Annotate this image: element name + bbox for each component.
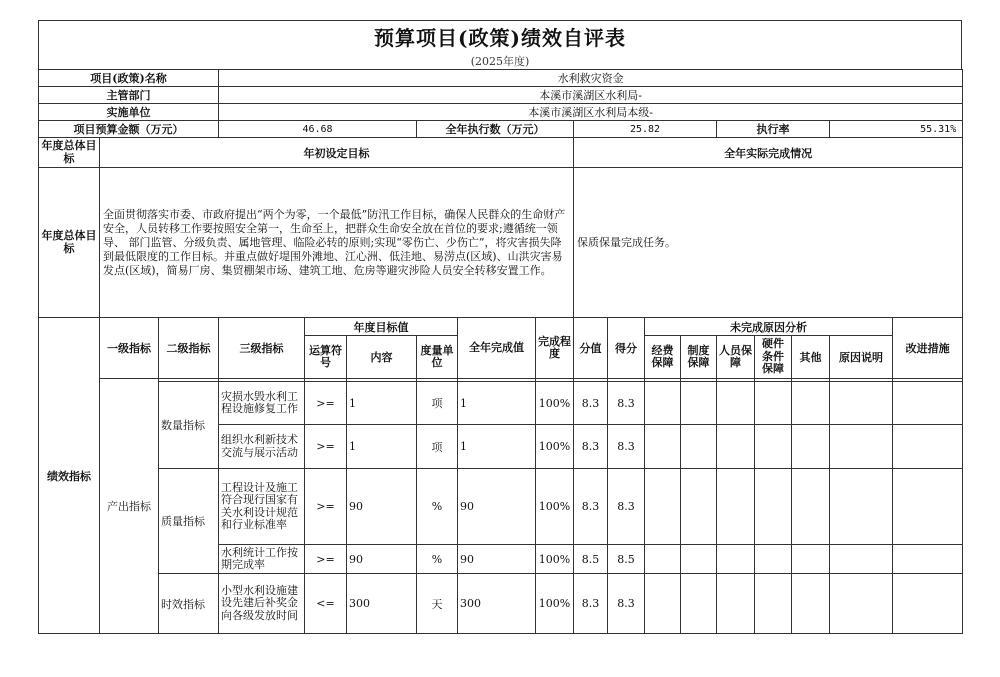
indicator-annual: 1 [458, 425, 536, 469]
indicator-content: 300 [347, 574, 417, 634]
goal-header-label: 年度总体目标 [39, 138, 100, 168]
reason-fund-cell [645, 382, 681, 425]
indicator-content: 1 [347, 382, 417, 425]
indicator-score: 8.3 [574, 382, 608, 425]
reason-staff-cell [717, 425, 755, 469]
actual-completion-header: 全年实际完成情况 [574, 138, 963, 168]
indicator-got: 8.3 [608, 382, 645, 425]
rate-label: 执行率 [717, 121, 830, 138]
rate-value: 55.31% [830, 121, 963, 138]
reason-fund-cell [645, 574, 681, 634]
indicator-row [39, 574, 963, 634]
improve-cell [893, 574, 963, 634]
goal-row-label: 年度总体目标 [39, 168, 100, 318]
header-reason-note: 原因说明 [830, 336, 893, 379]
impl-value: 本溪市溪湖区水利局本级- [219, 104, 963, 121]
indicator-name: 组织水利新技术交流与展示活动 [219, 425, 305, 469]
indicator-completion: 100% [536, 469, 574, 545]
exec-value: 25.82 [574, 121, 717, 138]
improve-cell [893, 469, 963, 545]
header-system: 制度保障 [681, 336, 717, 379]
initial-goal-text: 全面贯彻落实市委、市政府提出“两个为零，一个最低”防汛工作目标，确保人民群众的生命财产安全，人员转移工作要按照安全第一，生命至上，把群众生命安全放在首位的要求;遵循统一领导、 部门监管、分级负责、属地管理、临险必转的原则;实现“零伤亡、少伤亡”，将灾害损失降到最低限度的工作目标。并重点做好堤围外滩地、江心洲、低洼地、易涝点(区域)、山洪灾害易发点(区域)，简易厂房、集贸棚架市场、建筑工地、危房等避灾涉险人员安全转移安置工作。 [100, 168, 574, 318]
indicator-operator: <= [305, 574, 347, 634]
improve-cell [893, 425, 963, 469]
reason-staff-cell [717, 469, 755, 545]
actual-completion-text: 保质保量完成任务。 [574, 168, 963, 318]
impl-label: 实施单位 [39, 104, 219, 121]
reason-staff-cell [717, 574, 755, 634]
reason-note-cell [830, 545, 893, 574]
indicator-annual: 300 [458, 574, 536, 634]
header-operator: 运算符号 [305, 336, 347, 379]
indicator-unit: % [417, 545, 458, 574]
reason-hardware-cell [755, 574, 792, 634]
perf-section-label: 绩效指标 [39, 318, 100, 634]
header-got: 得分 [608, 318, 645, 379]
reason-hardware-cell [755, 469, 792, 545]
indicator-unit: % [417, 469, 458, 545]
header-hardware: 硬件条件保障 [755, 336, 792, 379]
header-fund: 经费保障 [645, 336, 681, 379]
header-other: 其他 [792, 336, 830, 379]
indicator-completion: 100% [536, 574, 574, 634]
reason-system-cell [681, 425, 717, 469]
header-target-group: 年度目标值 [305, 318, 458, 336]
indicator-name: 工程设计及施工符合现行国家有关水利设计规范和行业标准率 [219, 469, 305, 545]
indicator-score: 8.3 [574, 425, 608, 469]
indicator-unit: 项 [417, 382, 458, 425]
indicator-content: 90 [347, 545, 417, 574]
indicator-row [39, 382, 963, 425]
indicator-operator: >= [305, 425, 347, 469]
budget-label: 项目预算金额（万元） [39, 121, 219, 138]
reason-fund-cell [645, 545, 681, 574]
indicator-got: 8.3 [608, 469, 645, 545]
indicator-unit: 项 [417, 425, 458, 469]
indicator-row [39, 469, 963, 545]
level2-timeliness: 时效指标 [159, 574, 219, 634]
reason-system-cell [681, 469, 717, 545]
header-level3: 三级指标 [219, 318, 305, 379]
improve-cell [893, 382, 963, 425]
reason-system-cell [681, 545, 717, 574]
reason-hardware-cell [755, 425, 792, 469]
indicator-operator: >= [305, 382, 347, 425]
reason-staff-cell [717, 545, 755, 574]
header-improve: 改进措施 [893, 318, 963, 379]
indicator-content: 1 [347, 425, 417, 469]
header-unit: 度量单位 [417, 336, 458, 379]
reason-other-cell [792, 469, 830, 545]
indicator-annual: 1 [458, 382, 536, 425]
header-annual: 全年完成值 [458, 318, 536, 379]
project-name-label: 项目(政策)名称 [39, 70, 219, 87]
indicator-score: 8.3 [574, 469, 608, 545]
budget-value: 46.68 [219, 121, 417, 138]
reason-other-cell [792, 545, 830, 574]
reason-fund-cell [645, 469, 681, 545]
reason-other-cell [792, 425, 830, 469]
self-evaluation-sheet [38, 20, 962, 634]
header-score: 分值 [574, 318, 608, 379]
reason-system-cell [681, 574, 717, 634]
indicator-got: 8.5 [608, 545, 645, 574]
indicator-got: 8.3 [608, 425, 645, 469]
reason-note-cell [830, 469, 893, 545]
evaluation-table [38, 69, 963, 634]
indicator-completion: 100% [536, 425, 574, 469]
indicator-content: 90 [347, 469, 417, 545]
indicator-name: 小型水利设施建设先建后补奖金向各级发放时间 [219, 574, 305, 634]
reason-fund-cell [645, 425, 681, 469]
exec-label: 全年执行数（万元） [417, 121, 574, 138]
level2-quality: 质量指标 [159, 469, 219, 574]
header-reason-group: 未完成原因分析 [645, 318, 893, 336]
reason-hardware-cell [755, 545, 792, 574]
header-content: 内容 [347, 336, 417, 379]
header-completion: 完成程度 [536, 318, 574, 379]
level1-output-label: 产出指标 [100, 379, 159, 634]
indicator-operator: >= [305, 469, 347, 545]
level2-quantity: 数量指标 [159, 382, 219, 469]
indicator-operator: >= [305, 545, 347, 574]
indicator-annual: 90 [458, 545, 536, 574]
reason-note-cell [830, 425, 893, 469]
improve-cell [893, 545, 963, 574]
indicator-completion: 100% [536, 382, 574, 425]
reason-system-cell [681, 382, 717, 425]
indicator-name: 灾损水毁水利工程设施修复工作 [219, 382, 305, 425]
indicator-unit: 天 [417, 574, 458, 634]
indicator-name: 水利统计工作按期完成率 [219, 545, 305, 574]
header-staff: 人员保障 [717, 336, 755, 379]
reason-other-cell [792, 574, 830, 634]
indicator-score: 8.5 [574, 545, 608, 574]
project-name-value: 水利救灾资金 [219, 70, 963, 87]
indicator-annual: 90 [458, 469, 536, 545]
indicator-score: 8.3 [574, 574, 608, 634]
reason-other-cell [792, 382, 830, 425]
dept-value: 本溪市溪湖区水利局- [219, 87, 963, 104]
year-label: (2025年度) [38, 55, 962, 69]
header-level1: 一级指标 [100, 318, 159, 379]
reason-hardware-cell [755, 382, 792, 425]
indicator-completion: 100% [536, 545, 574, 574]
indicator-got: 8.3 [608, 574, 645, 634]
reason-note-cell [830, 574, 893, 634]
reason-note-cell [830, 382, 893, 425]
dept-label: 主管部门 [39, 87, 219, 104]
reason-staff-cell [717, 382, 755, 425]
header-level2: 二级指标 [159, 318, 219, 379]
sheet-title: 预算项目(政策)绩效自评表 [38, 20, 962, 55]
initial-goal-header: 年初设定目标 [100, 138, 574, 168]
